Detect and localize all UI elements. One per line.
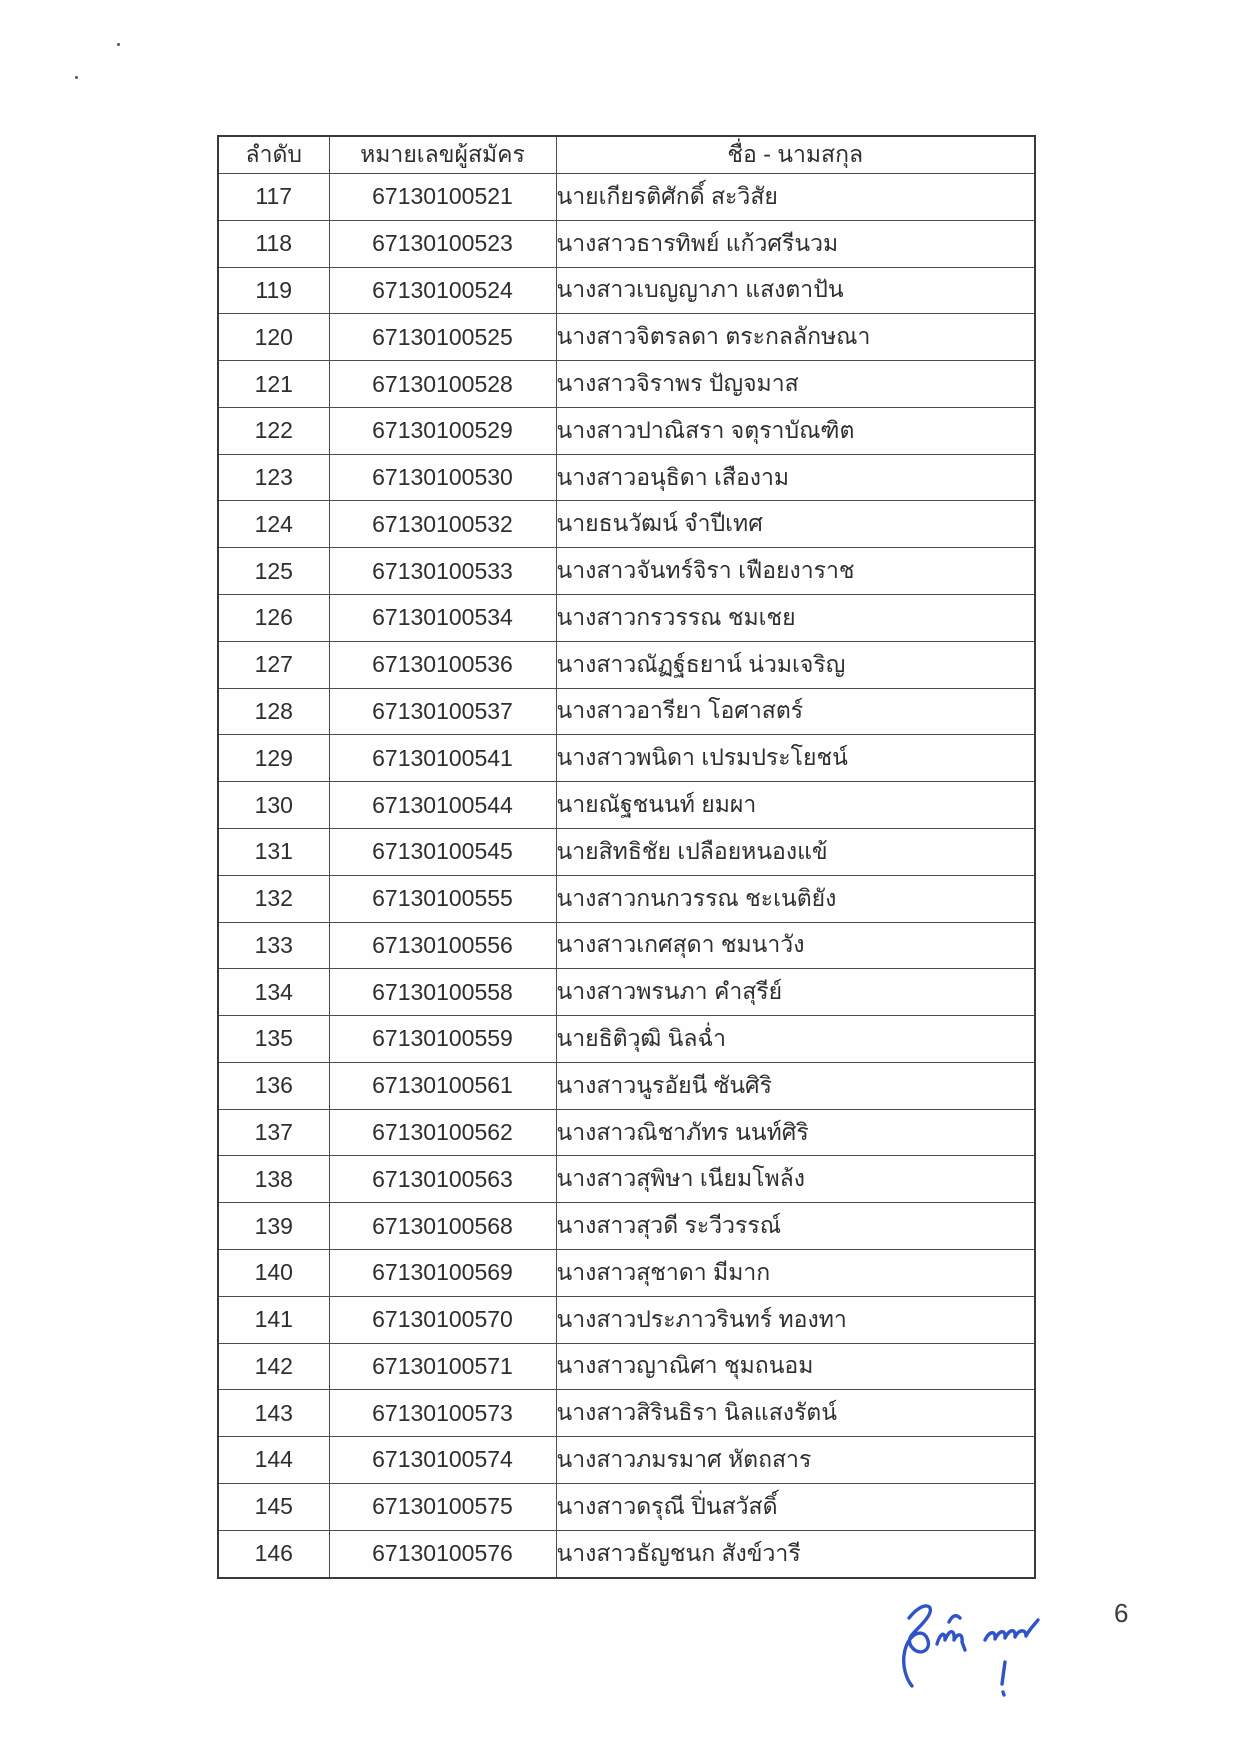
row-number-cell: 134 bbox=[218, 969, 329, 1016]
row-number-cell: 135 bbox=[218, 1016, 329, 1063]
name-cell: นางสาวพนิดา เปรมประโยชน์ bbox=[556, 735, 1035, 782]
row-number-cell: 124 bbox=[218, 501, 329, 548]
name-cell: นางสาวกนกวรรณ ชะเนติยัง bbox=[556, 875, 1035, 922]
row-number-cell: 142 bbox=[218, 1343, 329, 1390]
name-cell: นางสาวณัฏฐ์ธยาน์ น่วมเจริญ bbox=[556, 641, 1035, 688]
table-row bbox=[218, 969, 1035, 1016]
applicant-id-cell: 67130100562 bbox=[329, 1109, 556, 1156]
table-row bbox=[218, 314, 1035, 361]
applicant-id-cell: 67130100571 bbox=[329, 1343, 556, 1390]
name-cell: นางสาวเกศสุดา ชมนาวัง bbox=[556, 922, 1035, 969]
name-cell: นางสาวจันทร์จิรา เฟือยงาราช bbox=[556, 548, 1035, 595]
name-cell: นายณัฐชนนท์ ยมผา bbox=[556, 782, 1035, 829]
table-row bbox=[218, 407, 1035, 454]
name-cell: นางสาวนูรอัยนี ซันศิริ bbox=[556, 1062, 1035, 1109]
applicant-id-cell: 67130100576 bbox=[329, 1530, 556, 1578]
applicant-id-cell: 67130100568 bbox=[329, 1203, 556, 1250]
row-number-cell: 118 bbox=[218, 220, 329, 267]
row-number-cell: 143 bbox=[218, 1390, 329, 1437]
name-cell: นางสาวเบญญาภา แสงตาปัน bbox=[556, 267, 1035, 314]
name-cell: นางสาวจิตรลดา ตระกลลักษณา bbox=[556, 314, 1035, 361]
row-number-cell: 132 bbox=[218, 875, 329, 922]
table-row bbox=[218, 267, 1035, 314]
applicant-id-cell: 67130100524 bbox=[329, 267, 556, 314]
applicant-id-cell: 67130100532 bbox=[329, 501, 556, 548]
applicant-id-cell: 67130100558 bbox=[329, 969, 556, 1016]
row-number-cell: 131 bbox=[218, 828, 329, 875]
row-number-cell: 122 bbox=[218, 407, 329, 454]
row-number-cell: 138 bbox=[218, 1156, 329, 1203]
table-row bbox=[218, 595, 1035, 642]
row-number-cell: 136 bbox=[218, 1062, 329, 1109]
row-number-cell: 141 bbox=[218, 1296, 329, 1343]
row-number-cell: 130 bbox=[218, 782, 329, 829]
name-cell: นายเกียรติศักดิ์ สะวิสัย bbox=[556, 174, 1035, 221]
applicant-id-cell: 67130100521 bbox=[329, 174, 556, 221]
table-row bbox=[218, 1016, 1035, 1063]
table-row bbox=[218, 922, 1035, 969]
table-row bbox=[218, 1109, 1035, 1156]
name-cell: นางสาวญาณิศา ชุมถนอม bbox=[556, 1343, 1035, 1390]
applicant-id-cell: 67130100536 bbox=[329, 641, 556, 688]
applicant-id-cell: 67130100544 bbox=[329, 782, 556, 829]
row-number-cell: 144 bbox=[218, 1437, 329, 1484]
name-cell: นางสาวกรวรรณ ชมเชย bbox=[556, 595, 1035, 642]
row-number-cell: 133 bbox=[218, 922, 329, 969]
name-cell: นายสิทธิชัย เปลือยหนองแข้ bbox=[556, 828, 1035, 875]
row-number-cell: 123 bbox=[218, 454, 329, 501]
row-number-cell: 127 bbox=[218, 641, 329, 688]
applicant-id-cell: 67130100573 bbox=[329, 1390, 556, 1437]
name-cell: นางสาวอนุธิดา เสืองาม bbox=[556, 454, 1035, 501]
applicant-id-cell: 67130100534 bbox=[329, 595, 556, 642]
header-order-number: ลำดับ bbox=[218, 136, 329, 174]
name-cell: นายธิติวุฒิ นิลฉ่ำ bbox=[556, 1016, 1035, 1063]
row-number-cell: 125 bbox=[218, 548, 329, 595]
table-row bbox=[218, 1062, 1035, 1109]
name-cell: นางสาวสุชาดา มีมาก bbox=[556, 1249, 1035, 1296]
table-row bbox=[218, 735, 1035, 782]
name-cell: นางสาวสุพิษา เนียมโพล้ง bbox=[556, 1156, 1035, 1203]
applicant-id-cell: 67130100556 bbox=[329, 922, 556, 969]
name-cell: นางสาวจิราพร ปัญจมาส bbox=[556, 361, 1035, 408]
header-name-surname: ชื่อ - นามสกุล bbox=[556, 136, 1035, 174]
row-number-cell: 121 bbox=[218, 361, 329, 408]
page-number: 6 bbox=[1114, 1598, 1129, 1628]
table-row bbox=[218, 220, 1035, 267]
name-cell: นางสาวณิชาภัทร นนท์ศิริ bbox=[556, 1109, 1035, 1156]
scan-speck bbox=[75, 76, 78, 79]
row-number-cell: 139 bbox=[218, 1203, 329, 1250]
name-cell: นายธนวัฒน์ จำปีเทศ bbox=[556, 501, 1035, 548]
table-row bbox=[218, 1437, 1035, 1484]
table-row bbox=[218, 1203, 1035, 1250]
row-number-cell: 119 bbox=[218, 267, 329, 314]
table-row bbox=[218, 1483, 1035, 1530]
table-row bbox=[218, 875, 1035, 922]
row-number-cell: 146 bbox=[218, 1530, 329, 1578]
table-row bbox=[218, 1343, 1035, 1390]
row-number-cell: 129 bbox=[218, 735, 329, 782]
applicant-id-cell: 67130100561 bbox=[329, 1062, 556, 1109]
table-row bbox=[218, 174, 1035, 221]
table-row bbox=[218, 361, 1035, 408]
applicant-id-cell: 67130100574 bbox=[329, 1437, 556, 1484]
applicant-id-cell: 67130100559 bbox=[329, 1016, 556, 1063]
applicant-id-cell: 67130100575 bbox=[329, 1483, 556, 1530]
applicants-table bbox=[217, 135, 1036, 1579]
table-row bbox=[218, 501, 1035, 548]
table-row bbox=[218, 1296, 1035, 1343]
name-cell: นางสาวภมรมาศ หัตถสาร bbox=[556, 1437, 1035, 1484]
applicant-id-cell: 67130100541 bbox=[329, 735, 556, 782]
name-cell: นางสาวพรนภา คำสุรีย์ bbox=[556, 969, 1035, 1016]
table-row bbox=[218, 782, 1035, 829]
name-cell: นางสาวธารทิพย์ แก้วศรีนวม bbox=[556, 220, 1035, 267]
row-number-cell: 137 bbox=[218, 1109, 329, 1156]
name-cell: นางสาวปาณิสรา จตุราบัณฑิต bbox=[556, 407, 1035, 454]
applicant-id-cell: 67130100545 bbox=[329, 828, 556, 875]
row-number-cell: 145 bbox=[218, 1483, 329, 1530]
table-row bbox=[218, 828, 1035, 875]
applicant-id-cell: 67130100528 bbox=[329, 361, 556, 408]
applicant-id-cell: 67130100569 bbox=[329, 1249, 556, 1296]
table-row bbox=[218, 1530, 1035, 1578]
table-row bbox=[218, 454, 1035, 501]
applicant-id-cell: 67130100525 bbox=[329, 314, 556, 361]
name-cell: นางสาวดรุณี ปิ่นสวัสดิ์ bbox=[556, 1483, 1035, 1530]
applicant-id-cell: 67130100570 bbox=[329, 1296, 556, 1343]
applicant-id-cell: 67130100523 bbox=[329, 220, 556, 267]
name-cell: นางสาวอารียา โอศาสตร์ bbox=[556, 688, 1035, 735]
table-row bbox=[218, 1156, 1035, 1203]
row-number-cell: 140 bbox=[218, 1249, 329, 1296]
applicant-id-cell: 67130100530 bbox=[329, 454, 556, 501]
table-row bbox=[218, 688, 1035, 735]
row-number-cell: 120 bbox=[218, 314, 329, 361]
applicant-id-cell: 67130100537 bbox=[329, 688, 556, 735]
table-header-row bbox=[218, 136, 1035, 174]
applicant-id-cell: 67130100533 bbox=[329, 548, 556, 595]
table-row bbox=[218, 548, 1035, 595]
applicant-id-cell: 67130100563 bbox=[329, 1156, 556, 1203]
scan-speck bbox=[117, 43, 120, 46]
applicant-id-cell: 67130100529 bbox=[329, 407, 556, 454]
row-number-cell: 117 bbox=[218, 174, 329, 221]
table-row bbox=[218, 641, 1035, 688]
applicant-id-cell: 67130100555 bbox=[329, 875, 556, 922]
name-cell: นางสาวธัญชนก สังข์วารี bbox=[556, 1530, 1035, 1578]
row-number-cell: 128 bbox=[218, 688, 329, 735]
row-number-cell: 126 bbox=[218, 595, 329, 642]
table-row bbox=[218, 1390, 1035, 1437]
header-applicant-id: หมายเลขผู้สมัคร bbox=[329, 136, 556, 174]
name-cell: นางสาวประภาวรินทร์ ทองทา bbox=[556, 1296, 1035, 1343]
name-cell: นางสาวสุวดี ระวีวรรณ์ bbox=[556, 1203, 1035, 1250]
handwritten-signature bbox=[893, 1596, 1073, 1706]
table-row bbox=[218, 1249, 1035, 1296]
name-cell: นางสาวสิรินธิรา นิลแสงรัตน์ bbox=[556, 1390, 1035, 1437]
